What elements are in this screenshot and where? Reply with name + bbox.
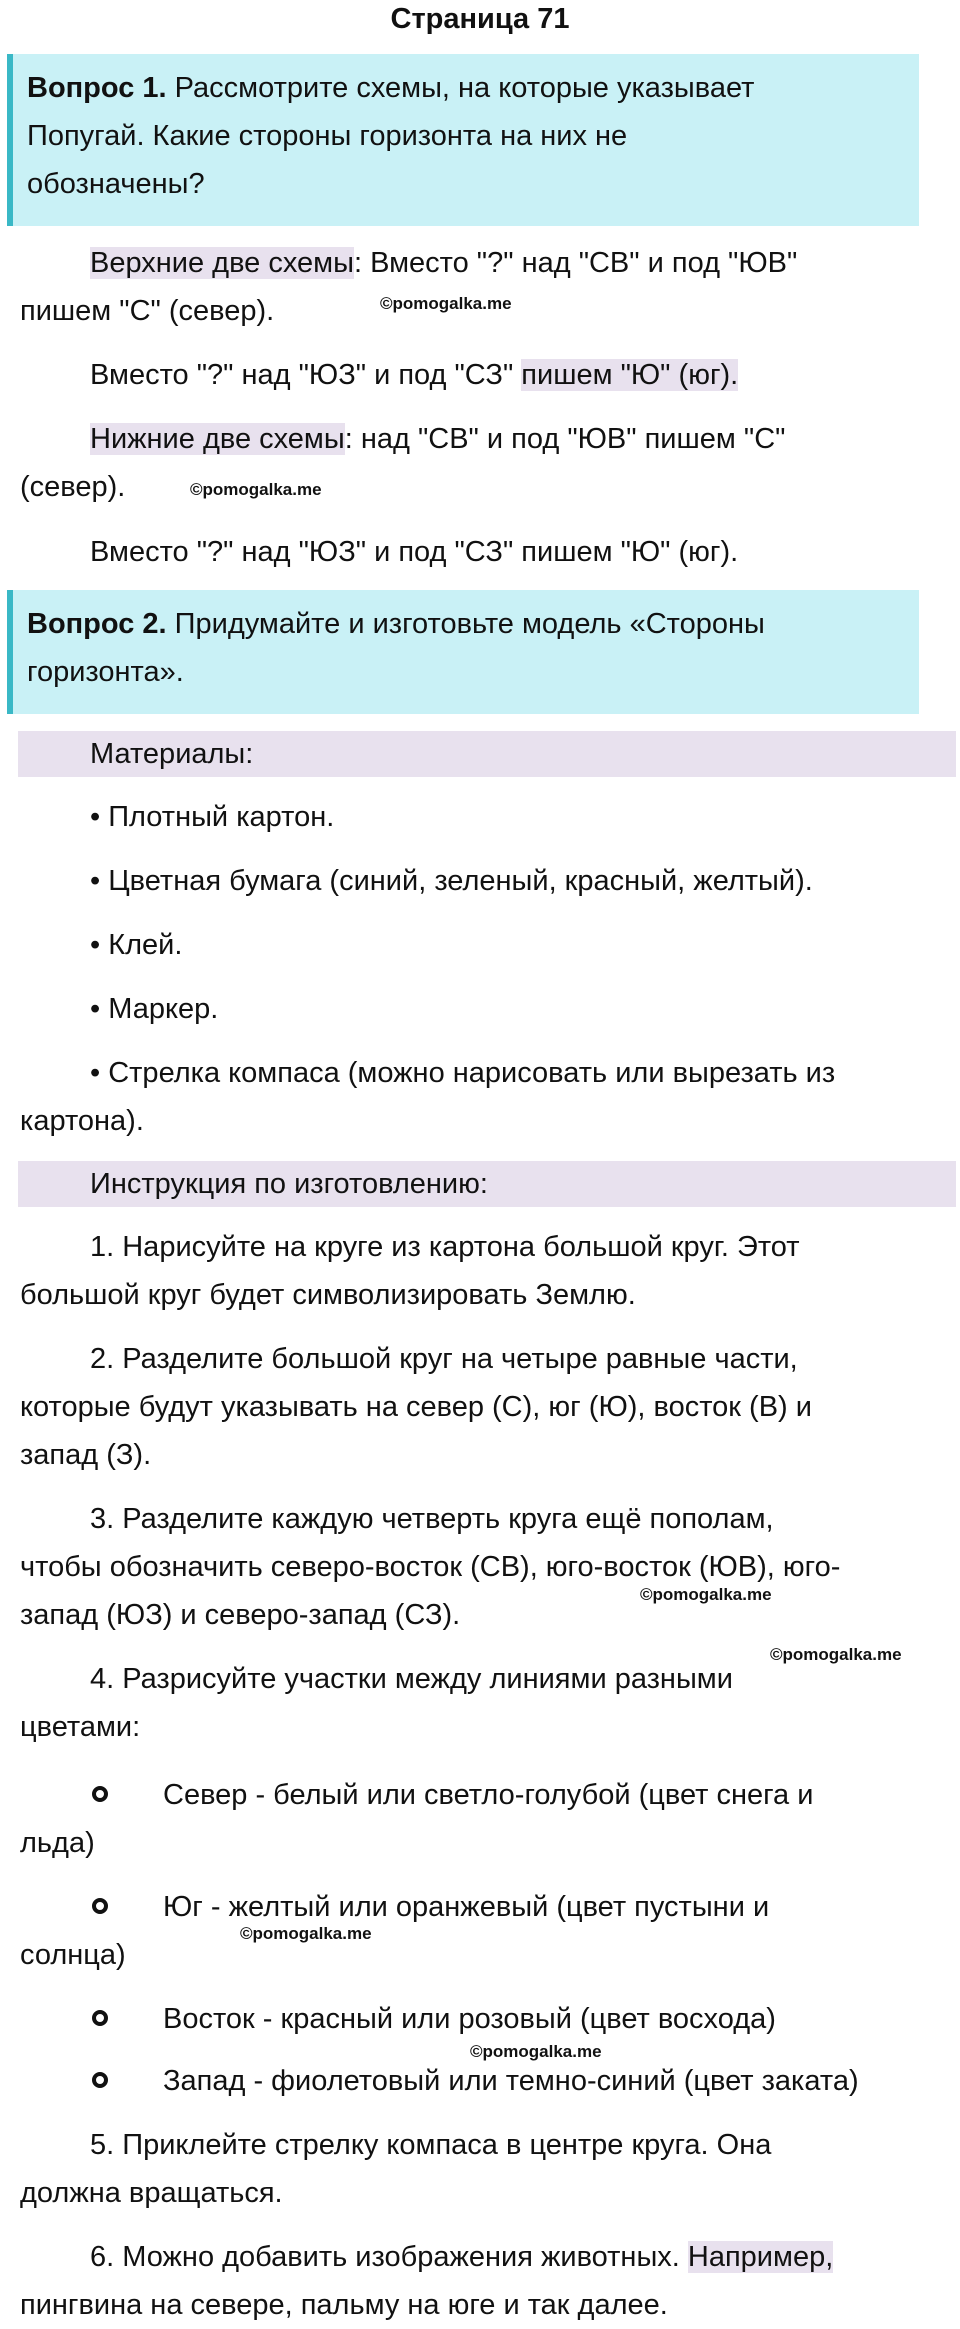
highlight-example: Например, [687, 2241, 834, 2273]
highlight-top-schemes: Верхние две схемы [90, 247, 354, 279]
step-4-line-2: цветами: [20, 1711, 141, 1743]
circle-bullet-icon [92, 1898, 108, 1914]
watermark: ©pomogalka.me [470, 2042, 602, 2061]
color-south-line-2: солнца) [20, 1939, 126, 1971]
answer-1-p4: Вместо "?" над "ЮЗ" и под "СЗ" пишем "Ю" (юг). [90, 536, 739, 568]
watermark: ©pomogalka.me [380, 294, 512, 313]
material-item: • Клей. [90, 929, 183, 961]
highlight-bottom-schemes: Нижние две схемы [90, 423, 345, 455]
question-2-line-2: горизонта». [27, 656, 184, 688]
color-south-line-1: Юг - желтый или оранжевый (цвет пустыни и [163, 1891, 770, 1923]
step-5-line-2: должна вращаться. [20, 2177, 283, 2209]
question-1-box [7, 54, 919, 226]
material-item: • Цветная бумага (синий, зеленый, красный, желтый). [90, 865, 813, 897]
question-1-label: Вопрос 1. [27, 72, 167, 104]
step-2-line-1: 2. Разделите большой круг на четыре равные части, [90, 1343, 798, 1375]
color-north-line-1: Север - белый или светло-голубой (цвет снега и [163, 1779, 814, 1811]
step-4-line-1: 4. Разрисуйте участки между линиями разными [90, 1663, 733, 1695]
step-2-line-2: которые будут указывать на север (С), юг (Ю), восток (В) и [20, 1391, 812, 1423]
circle-bullet-icon [92, 1786, 108, 1802]
answer-1-p1-line-1: Верхние две схемы: Вместо "?" над "СВ" и под "ЮВ" [90, 247, 798, 279]
page-title: Страница 71 [390, 3, 570, 35]
question-1-line-1: Вопрос 1. Рассмотрите схемы, на которые указывает [27, 72, 755, 104]
color-west: Запад - фиолетовый или темно-синий (цвет заката) [163, 2065, 859, 2097]
color-north-line-2: льда) [20, 1827, 95, 1859]
question-1-line-2: Попугай. Какие стороны горизонта на них не [27, 120, 628, 152]
material-item: • Маркер. [90, 993, 219, 1025]
answer-1-p3-line-2: (север). [20, 471, 126, 503]
material-item: • Плотный картон. [90, 801, 335, 833]
watermark: ©pomogalka.me [190, 480, 322, 499]
watermark: ©pomogalka.me [640, 1585, 772, 1604]
question-2-label: Вопрос 2. [27, 608, 167, 640]
question-1-line-3: обозначены? [27, 168, 205, 200]
watermark: ©pomogalka.me [770, 1645, 902, 1664]
question-2-box [7, 590, 919, 714]
step-3-line-3: запад (ЮЗ) и северо-запад (СЗ). [20, 1599, 461, 1631]
circle-bullet-icon [92, 2072, 108, 2088]
step-3-line-1: 3. Разделите каждую четверть круга ещё пополам, [90, 1503, 774, 1535]
material-item: • Стрелка компаса (можно нарисовать или вырезать из [90, 1057, 836, 1089]
step-6-line-2: пингвина на севере, пальму на юге и так далее. [20, 2289, 668, 2321]
circle-bullet-icon [92, 2010, 108, 2026]
highlight-south: пишем "Ю" (юг). [521, 359, 739, 391]
step-2-line-3: запад (З). [20, 1439, 152, 1471]
material-item-continued: картона). [20, 1105, 144, 1137]
answer-1-p2: Вместо "?" над "ЮЗ" и под "СЗ" пишем "Ю" (юг). [90, 359, 739, 391]
instructions-heading: Инструкция по изготовлению: [90, 1168, 488, 1200]
step-6-line-1: 6. Можно добавить изображения животных. Например, [90, 2241, 834, 2273]
color-east: Восток - красный или розовый (цвет восхода) [163, 2003, 776, 2035]
step-3-line-2: чтобы обозначить северо-восток (СВ), юго-восток (ЮВ), юго- [20, 1551, 841, 1583]
step-1-line-2: большой круг будет символизировать Землю. [20, 1279, 636, 1311]
question-2-line-1: Вопрос 2. Придумайте и изготовьте модель «Стороны [27, 608, 765, 640]
step-5-line-1: 5. Приклейте стрелку компаса в центре круга. Она [90, 2129, 772, 2161]
step-1-line-1: 1. Нарисуйте на круге из картона большой круг. Этот [90, 1231, 800, 1263]
watermark: ©pomogalka.me [240, 1924, 372, 1943]
answer-1-p1-line-2: пишем "С" (север). [20, 295, 275, 327]
materials-heading: Материалы: [90, 738, 254, 770]
answer-1-p3-line-1: Нижние две схемы: над "СВ" и под "ЮВ" пишем "С" [90, 423, 786, 455]
